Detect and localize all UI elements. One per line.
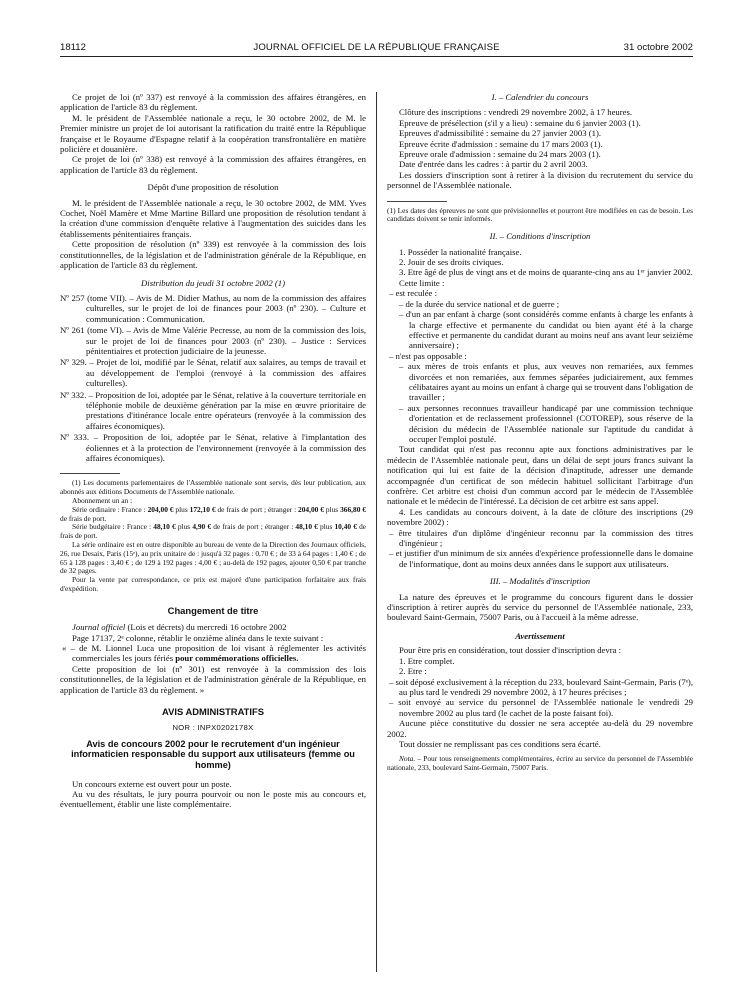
distribution-item: Nº 329. – Projet de loi, modifié par le Sénat, relatif aux salaires, au temps de travail et au développement de l'emploi (renvoyé à la commission des affaires culturelles). (60, 357, 366, 389)
list-item: – être titulaires d'un diplôme d'ingénieur reconnu par la commission des titres d'ingénieur ; (389, 527, 693, 549)
list-item: – soit déposé exclusivement à la réception du 233, boulevard Saint-Germain, Paris (7ᵉ), au plus tard le vendredi 29 novembre 2002, à 17 heures précises ; (389, 676, 693, 697)
footnote-text: (1) Les dates des épreuves ne sont que prévisionnelles et pourront être modifiées en cas de besoin. Les candidats doivent se tenir informés. (387, 205, 693, 224)
calendar-item: Epreuves d'admissibilité : semaine du 27 janvier 2003 (1). (399, 128, 602, 139)
left-column (60, 92, 366, 972)
right-column (387, 92, 693, 972)
paragraph: M. le président de l'Assemblée nationale a reçu, le 30 octobre 2002, de M. le Premier ministre un projet de loi autorisant la ratification du traité entre la République française et le Royaume d'Espagne relatif à la coopération transfrontalière en matière policière et douanière. (60, 112, 366, 155)
condition-item: 4. Les candidats au concours doivent, à la date de clôture des inscriptions (29 novembre 2002) : (387, 506, 693, 528)
calendar-item: Les dossiers d'inscription sont à retirer à la division du recrutement du service du personnel de l'Assemblée nationale. (387, 169, 693, 191)
columns (60, 92, 693, 972)
list-item: – aux mères de trois enfants et plus, aux veuves non remariées, aux femmes divorcées et non remariées, aux femmes séparées judiciairement, aux femmes célibataires ayant au moins un enfant à charge qui se trouvent dans l'obligation de travailler ; (399, 361, 693, 403)
section-title-conditions: II. – Conditions d'inscription (489, 231, 591, 242)
paragraph: Ce projet de loi (nº 338) est renvoyé à la commission des affaires étrangères, en application de l'article 83 du règlement. (60, 154, 366, 175)
issue-date: 31 octobre 2002 (623, 42, 693, 53)
condition-item: 2. Jouir de ses droits civiques. (399, 257, 504, 268)
list-item: – soit envoyé au service du personnel de l'Assemblée nationale le vendredi 29 novembre 2002 au plus tard (le cachet de la poste faisant foi). (389, 697, 693, 718)
paragraph: Un concours externe est ouvert pour un poste. (72, 778, 232, 789)
calendar-item: Epreuve écrite d'admission : semaine du 17 mars 2003 (1). (399, 138, 603, 149)
section-title-changement: Changement de titre (167, 604, 259, 616)
paragraph: La nature des épreuves et le programme du concours figurent dans le dossier d'inscription à retirer auprès du service du personnel de l'Assemblée nationale, 233, boulevard Saint-Germain, 75007 Paris, ou à l'accueil à la même adresse. (387, 591, 693, 623)
footnote-text: Série ordinaire : France : 204,00 € plus 172,10 € de frais de port ; étranger : 204,00 € plus 366,80 € de frais de port. (60, 504, 366, 523)
section-title-depot: Dépôt d'une proposition de résolution (147, 182, 279, 193)
list-item: 2. Etre : (399, 666, 427, 677)
calendar-item: Epreuve de présélection (s'il y a lieu) : semaine du 6 janvier 2003 (1). (399, 117, 641, 128)
paragraph: Cette limite : (399, 277, 445, 288)
nor-reference: NOR : INPX0202178X (172, 723, 254, 733)
paragraph: Cette proposition de résolution (nº 339) est renvoyée à la commission des lois constitutionnelles, de la législation et de l'administration générale de la République, en application de l'article 83 du règlement. (60, 239, 366, 271)
paragraph: Page 17137, 2ᵉ colonne, rétablir le onzième alinéa dans le texte suivant : (72, 632, 324, 643)
distribution-item: Nº 261 (tome VI). – Avis de Mme Valérie Pecresse, au nom de la commission des lois, sur le projet de loi de finances pour 2003 (nº 230). – Justice : Services pénitentiaires et protection judiciaire de la jeunesse. (60, 325, 366, 356)
journal-title: JOURNAL OFFICIEL DE LA RÉPUBLIQUE FRANÇAISE (253, 42, 500, 53)
section-title-avertissement: Avertissement (515, 630, 565, 641)
paragraph: M. le président de l'Assemblée nationale a reçu, le 30 octobre 2002, de MM. Yves Cochet, Noël Mamère et Mme Martine Billard une proposition de résolution tendant à la création d'une commission d'enquête relative à l'augmentation des suicides dans les établissements pénitentiaires français. (60, 197, 366, 239)
paragraph: Au vu des résultats, le jury pourra pourvoir ou non le poste mis au concours et, éventuellement, établir une liste complémentaire. (60, 789, 366, 810)
footnote-rule (60, 473, 120, 474)
distribution-item: Nº 333. – Proposition de loi, adoptée par le Sénat, relative à l'implantation des éoliennes et à la protection de l'environnement (renvoyée à la commission des affaires économiques). (60, 432, 366, 463)
footnote-text: La série ordinaire est en outre disponible au bureau de vente de la Direction des Journaux officiels, 26, rue Desaix, Paris (15ᵉ), au prix unitaire de : jusqu'à 32 pages : 0,70 € ; de 33 à 64 pages : 1,40 € ; de 65 à 128 pages : 3,40 € ; de 129 à 192 pages : 4,00 € ; au-delà de 192 pages, ajouter 0,50 € par tranche de 32 pages. (60, 539, 366, 576)
nota: Nota. – Pour tous renseignements complémentaires, écrire au service du personnel de l'Assemblée nationale, 233, boulevard Saint-Germain, 75007 Paris. (387, 754, 693, 773)
footnote-text: Abonnement un an : (72, 496, 133, 505)
paragraph: Tout dossier ne remplissant pas ces conditions sera écarté. (399, 738, 601, 749)
paragraph: Tout candidat qui n'est pas reconnu apte aux fonctions administratives par le médecin de l'Assemblée nationale peut, dans un délai de sept jours francs suivant la notification qui lui est faite de la décision d'inaptitude, adresser une demande accompagnée d'un certificat de son médecin habituel sollicitant l'arbitrage d'un confrère. Cet arbitre est choisi d'un commun accord par le médecin de l'Assemblée nationale et le médecin de l'intéressé. La décision de cet arbitre est sans appel. (387, 444, 693, 507)
paragraph: Ce projet de loi (nº 337) est renvoyé à la commission des affaires étrangères, en application de l'article 83 du règlement. (60, 92, 366, 113)
list-item: 1. Etre complet. (399, 655, 455, 666)
list-item: – aux personnes reconnues travailleur handicapé par une commission technique d'orientation et de reclassement professionnel (COTOREP), sous réserve de la décision du médecin de l'Assemblée nationale sur l'aptitude du candidat à occuper l'emploi postulé. (399, 402, 693, 444)
calendar-item: Date d'entrée dans les cadres : à partir du 2 avril 2003. (399, 159, 588, 170)
concours-title: Avis de concours 2002 pour le recrutement d'un ingénieur informaticien responsable du support aux utilisateurs (femme ou homme) (71, 738, 355, 771)
list-item: – est reculée : (389, 288, 437, 299)
condition-item: 3. Etre âgé de plus de vingt ans et de moins de quarante-cinq ans au 1ᵉʳ janvier 2002. (399, 267, 693, 278)
section-title-calendrier: I. – Calendrier du concours (491, 92, 589, 102)
list-item: – d'un an par enfant à charge (sont considérés comme enfants à charge les enfants à la charge effective et permanente du candidat ou bien ayant été à la charge effective et permanente du candidat durant au moins neuf ans avant leur seizième anniversaire) ; (399, 309, 693, 351)
list-item: – n'est pas opposable : (389, 350, 467, 361)
calendar-item: Clôture des inscriptions : vendredi 29 novembre 2002, à 17 heures. (399, 107, 633, 118)
section-title-avis: AVIS ADMINISTRATIFS (162, 706, 264, 718)
section-title-modalites: III. – Modalités d'inscription (489, 576, 591, 587)
footnote (60, 479, 366, 593)
paragraph: Pour être pris en considération, tout dossier d'inscription devra : (399, 645, 622, 656)
list-item: – et justifier d'un minimum de six années d'expérience professionnelle dans le domaine de l'informatique, dont au moins deux années dans le support aux utilisateurs. (389, 548, 693, 569)
footnote-rule (387, 201, 447, 202)
page-number: 18112 (60, 42, 86, 53)
calendar-item: Epreuve orale d'admission : semaine du 24 mars 2003 (1). (399, 149, 601, 160)
footnote-text: Pour la vente par correspondance, ce prix est majoré d'une participation forfaitaire aux frais d'expédition. (60, 575, 366, 593)
section-title-distribution: Distribution du jeudi 31 octobre 2002 (1) (141, 277, 285, 288)
paragraph: Journal officiel (Lois et décrets) du mercredi 16 octobre 2002 (72, 622, 287, 633)
page-header (60, 42, 693, 57)
distribution-item: Nº 332. – Proposition de loi, adoptée par le Sénat, relative à la couverture territoriale en téléphonie mobile de deuxième génération par la mise en œuvre prioritaire de prestations d'itinérance locale entre opérateurs (renvoyée à la commission des affaires économiques). (60, 389, 366, 431)
paragraph: Aucune pièce constitutive du dossier ne sera acceptée au-delà du 29 novembre 2002. (387, 718, 693, 739)
footnote-text: Série budgétaire : France : 48,10 € plus 4,90 € de frais de port ; étranger : 48,10 € plus 10,40 € de frais de port. (60, 522, 366, 541)
paragraph: Cette proposition de loi (nº 301) est renvoyée à la commission des lois constitutionnelles, de la législation et de l'administration générale de la République, en application de l'article 83 du règlement. » (60, 663, 366, 695)
column-divider (376, 92, 377, 972)
footnote-text: (1) Les documents parlementaires de l'Assemblée nationale sont servis, dès leur publication, aux abonnés aux éditions Documents de l'Assemblée nationale. (60, 478, 366, 497)
distribution-item: Nº 257 (tome VII). – Avis de M. Didier Mathus, au nom de la commission des affaires culturelles, sur le projet de loi de finances pour 2003 (nº 230). – Culture et communication : Communication. (60, 292, 366, 324)
list-item: – de la durée du service national et de guerre ; (399, 298, 560, 309)
quoted-text: « – de M. Lionnel Luca une proposition de loi visant à réglementer les activités commerciales les jours fériés pour commémorations officielles. (62, 642, 366, 664)
condition-item: 1. Posséder la nationalité française. (399, 246, 522, 257)
